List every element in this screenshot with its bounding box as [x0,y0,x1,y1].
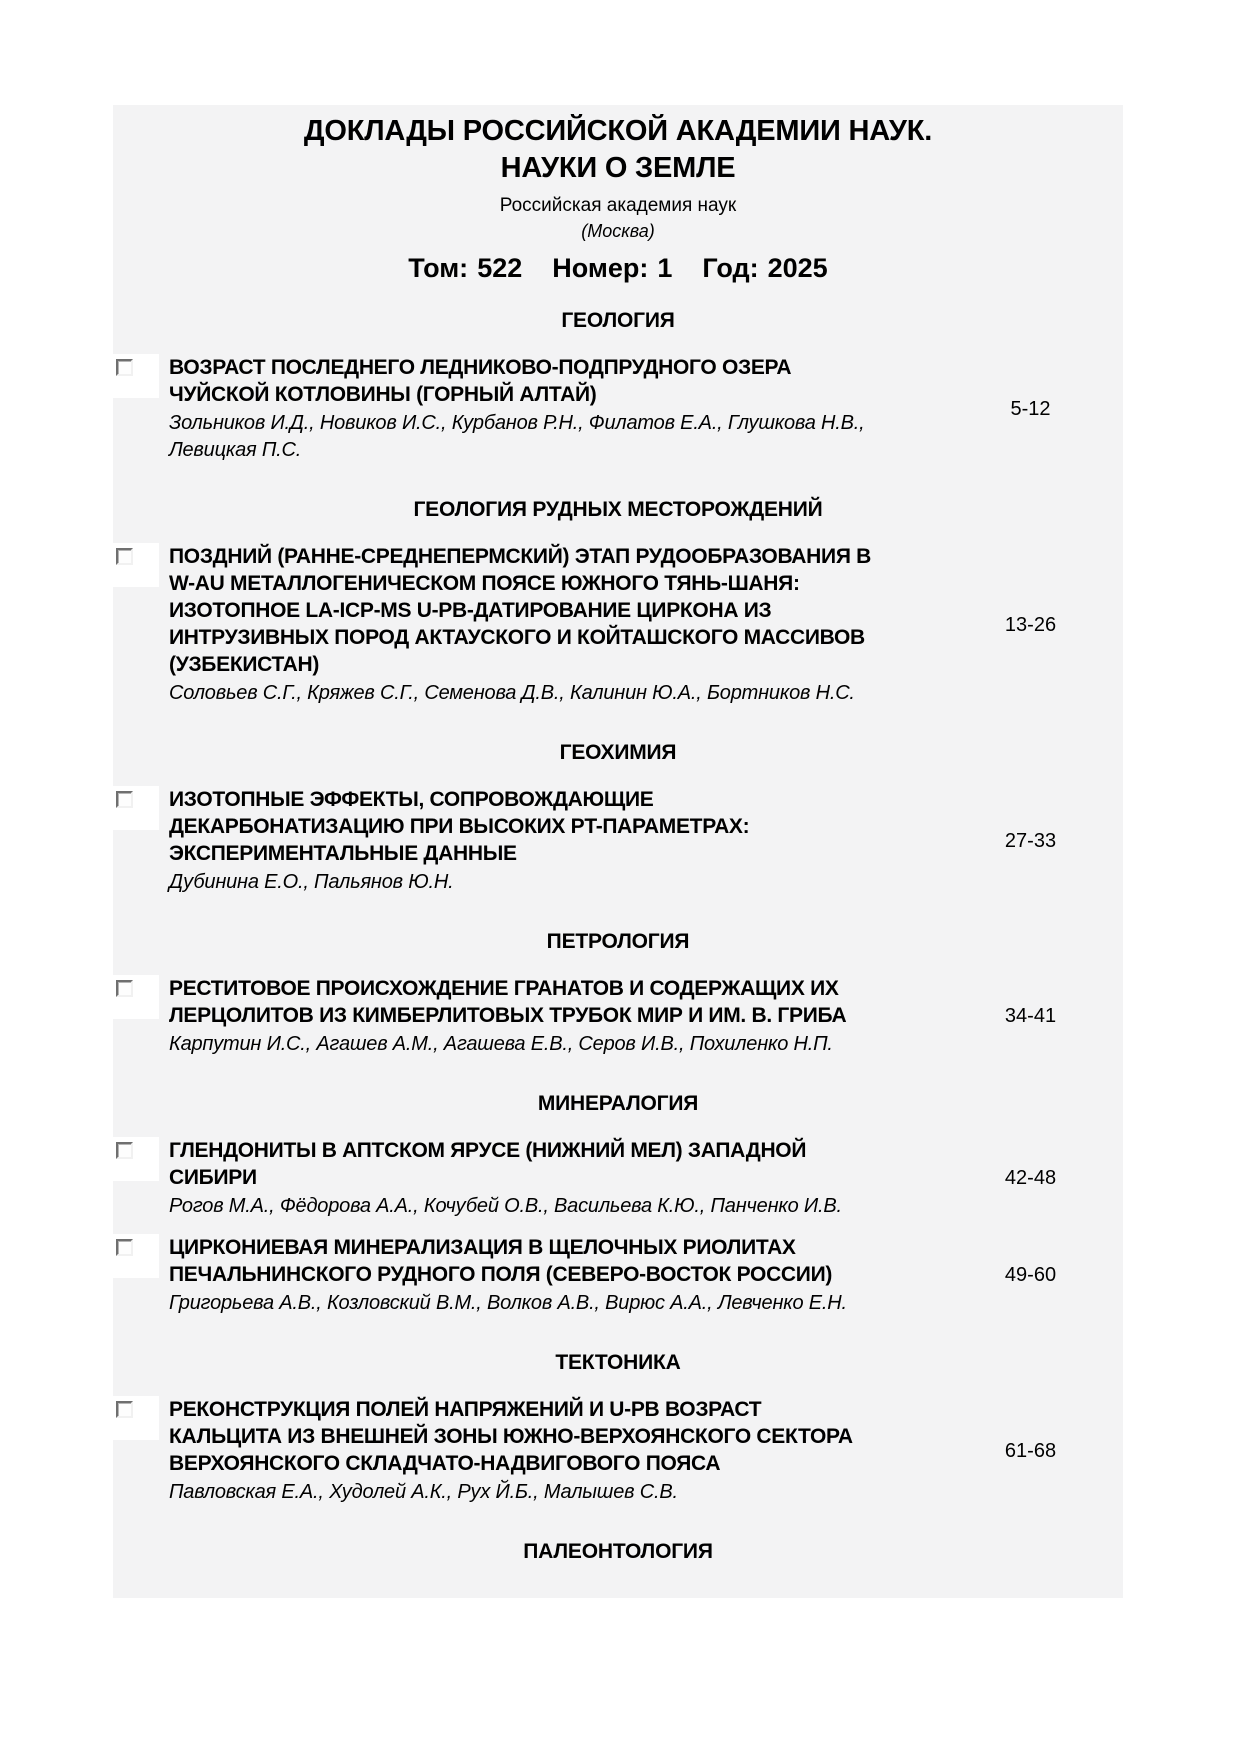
article-authors: Зольников И.Д., Новиков И.С., Курбанов Р.Н., Филатов Е.А., Глушкова Н.В., Левицкая П.С. [169,412,865,461]
section-heading: ГЕОХИМИЯ [559,741,677,764]
year-value: 2025 [767,253,828,283]
article-row [113,349,1123,473]
publisher-city: (Москва) [581,221,655,241]
article-main [159,1396,938,1506]
article-title-link[interactable]: ЦИРКОНИЕВАЯ МИНЕРАЛИЗАЦИЯ В ЩЕЛОЧНЫХ РИОЛИТАХ ПЕЧАЛЬНИНСКОГО РУДНОГО ПОЛЯ (СЕВЕРО-ВОСТОК РОССИИ) [169,1236,833,1286]
article-select-checkbox[interactable] [116,1239,133,1256]
article-authors: Павловская Е.А., Худолей А.К., Рух Й.Б., Малышев С.В. [169,1481,678,1503]
year-label: Год: [702,253,759,283]
article-page-range: 34-41 [1004,1005,1057,1027]
article-authors: Рогов М.А., Фёдорова А.А., Кочубей О.В., Васильева К.Ю., Панченко И.В. [169,1195,842,1217]
article-pages-cell [938,975,1123,1058]
article-select-checkbox[interactable] [116,359,133,376]
publisher-name: Российская академия наук [499,195,737,216]
article-main [159,975,938,1058]
article-main [159,1234,938,1317]
article-row [113,1132,1123,1229]
journal-title [113,113,1123,187]
journal-header [113,113,1123,284]
article-checkbox-cell [113,786,159,830]
article-authors: Дубинина Е.О., Пальянов Ю.Н. [169,871,454,893]
article-title-link[interactable]: РЕКОНСТРУКЦИЯ ПОЛЕЙ НАПРЯЖЕНИЙ И U-PB ВОЗРАСТ КАЛЬЦИТА ИЗ ВНЕШНЕЙ ЗОНЫ ЮЖНО-ВЕРХОЯНСКОГО СЕКТОРА ВЕРХОЯНСКОГО СКЛАДЧАТО-НАДВИГОВОГО ПОЯСА [169,1398,853,1475]
toc-body [113,309,1123,1564]
article-title-link[interactable]: ГЛЕНДОНИТЫ В АПТСКОМ ЯРУСЕ (НИЖНИЙ МЕЛ) ЗАПАДНОЙ СИБИРИ [169,1139,807,1189]
article-checkbox-cell [113,1396,159,1440]
volume-label: Том: [408,253,469,283]
article-select-checkbox[interactable] [116,1401,133,1418]
year-meta [702,253,827,284]
article-page-range: 42-48 [1004,1167,1057,1189]
volume-meta [408,253,522,284]
article-row [113,1229,1123,1326]
article-checkbox-cell [113,354,159,398]
section-heading: ПАЛЕОНТОЛОГИЯ [523,1540,713,1563]
article-row [113,1391,1123,1515]
article-authors: Григорьева А.В., Козловский В.М., Волков А.В., Вирюс А.А., Левченко Е.Н. [169,1292,847,1314]
article-pages-cell [938,354,1123,464]
article-select-checkbox[interactable] [116,980,133,997]
article-pages-cell [938,786,1123,896]
article-checkbox-cell [113,1234,159,1278]
article-select-checkbox[interactable] [116,791,133,808]
journal-title-line1: ДОКЛАДЫ РОССИЙСКОЙ АКАДЕМИИ НАУК. [303,115,933,147]
journal-toc-card [113,105,1123,1598]
article-title-link[interactable]: РЕСТИТОВОЕ ПРОИСХОЖДЕНИЕ ГРАНАТОВ И СОДЕРЖАЩИХ ИХ ЛЕРЦОЛИТОВ ИЗ КИМБЕРЛИТОВЫХ ТРУБОК МИР И ИМ. В. ГРИБА [169,977,847,1027]
article-select-checkbox[interactable] [116,548,133,565]
article-pages-cell [938,1234,1123,1317]
section-heading: МИНЕРАЛОГИЯ [537,1092,699,1115]
journal-title-line2: НАУКИ О ЗЕМЛЕ [500,152,736,184]
article-page-range: 13-26 [1004,613,1057,636]
number-label: Номер: [552,253,649,283]
article-main [159,354,938,464]
article-row [113,970,1123,1067]
article-page-range: 61-68 [1004,1439,1057,1462]
article-main [159,786,938,896]
article-page-range: 49-60 [1004,1264,1057,1286]
article-page-range: 27-33 [1004,829,1057,852]
article-main [159,1137,938,1220]
article-title-link[interactable]: ИЗОТОПНЫЕ ЭФФЕКТЫ, СОПРОВОЖДАЮЩИЕ ДЕКАРБОНАТИЗАЦИЮ ПРИ ВЫСОКИХ PT-ПАРАМЕТРАХ: ЭКСПЕРИМЕНТАЛЬНЫЕ ДАННЫЕ [169,788,750,865]
article-title-link[interactable]: ВОЗРАСТ ПОСЛЕДНЕГО ЛЕДНИКОВО-ПОДПРУДНОГО ОЗЕРА ЧУЙСКОЙ КОТЛОВИНЫ (ГОРНЫЙ АЛТАЙ) [169,356,792,406]
volume-value: 522 [477,253,523,283]
number-meta [552,253,672,284]
article-page-range: 5-12 [1010,397,1051,420]
article-checkbox-cell [113,1137,159,1181]
article-checkbox-cell [113,543,159,587]
article-main [159,543,938,707]
section-heading: ГЕОЛОГИЯ РУДНЫХ МЕСТОРОЖДЕНИЙ [413,498,823,521]
article-checkbox-cell [113,975,159,1019]
section-heading: ТЕКТОНИКА [555,1351,681,1374]
issue-meta [113,253,1123,284]
article-select-checkbox[interactable] [116,1142,133,1159]
article-pages-cell [938,543,1123,707]
article-pages-cell [938,1137,1123,1220]
section-heading: ГЕОЛОГИЯ [561,309,675,332]
number-value: 1 [657,253,673,283]
article-authors: Карпутин И.С., Агашев А.М., Агашева Е.В., Серов И.В., Похиленко Н.П. [169,1033,833,1055]
article-authors: Соловьев С.Г., Кряжев С.Г., Семенова Д.В., Калинин Ю.А., Бортников Н.С. [169,682,855,704]
article-row [113,538,1123,716]
article-title-link[interactable]: ПОЗДНИЙ (РАННЕ-СРЕДНЕПЕРМСКИЙ) ЭТАП РУДООБРАЗОВАНИЯ В W-AU МЕТАЛЛОГЕНИЧЕСКОМ ПОЯСЕ ЮЖНОГО ТЯНЬ-ШАНЯ: ИЗОТОПНОЕ LA-ICP-MS U-PB-ДАТИРОВАНИЕ ЦИРКОНА ИЗ ИНТРУЗИВНЫХ ПОРОД АКТАУСКОГО И КОЙТАШСКОГО МАССИВОВ (УЗБЕКИСТАН) [169,545,872,676]
article-row [113,781,1123,905]
section-heading: ПЕТРОЛОГИЯ [546,930,690,953]
article-pages-cell [938,1396,1123,1506]
